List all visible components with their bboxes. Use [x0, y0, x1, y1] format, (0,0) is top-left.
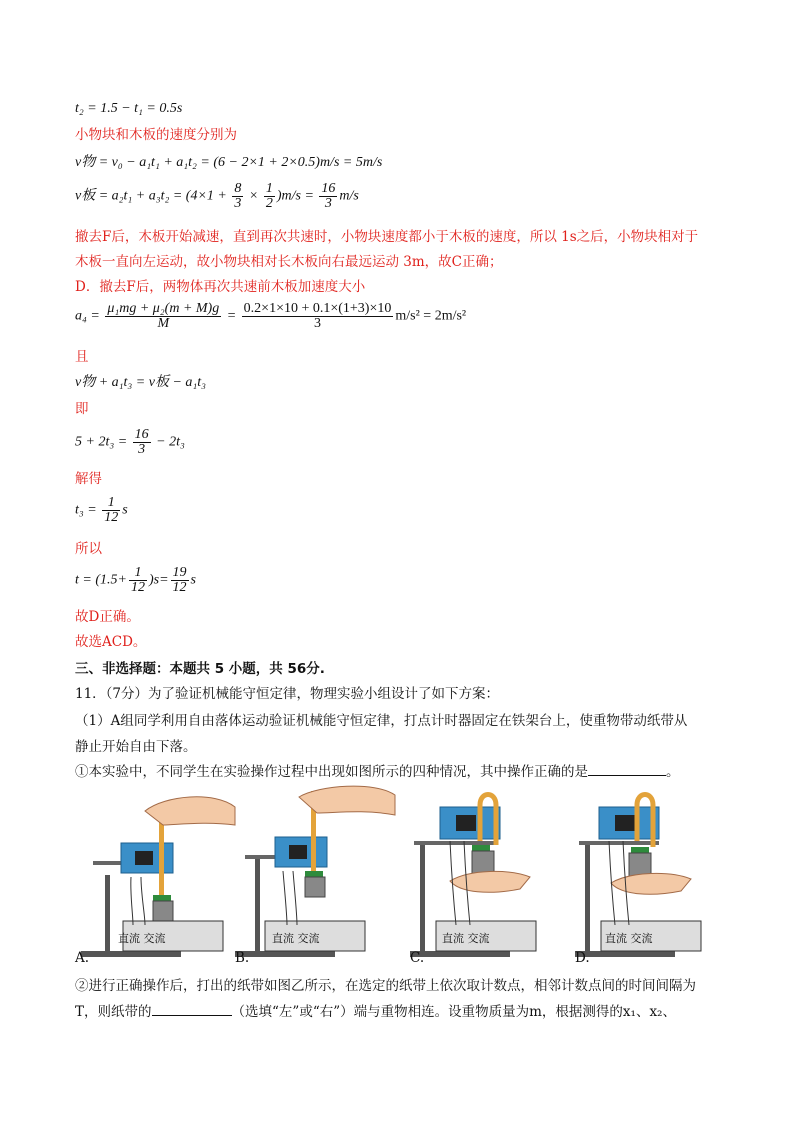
eq-part: × [245, 188, 262, 204]
numerator: 1 [102, 496, 120, 511]
text-analysis-1: 撤去F后，木板开始减速，直到再次共速时，小物块速度都小于木板的速度，所以 1s之后，小物块相对于 [75, 229, 699, 245]
dc-label: 直流 [605, 932, 627, 945]
eq-part: 5 + 2t₃ = [75, 434, 131, 450]
answer-blank[interactable] [588, 763, 666, 776]
eq-v-block: v物 = v₀ − a₁t₁ + a₁t₂ = (6 − 2×1 + 2×0.5)m/s = 5m/s [75, 155, 383, 170]
power-label-d [605, 930, 653, 946]
text-and: 且 [75, 349, 89, 365]
eq-part: = [223, 308, 240, 324]
eq-part: t₃ = [75, 502, 101, 518]
question-text: 。 [666, 764, 680, 780]
denominator: 12 [130, 580, 145, 595]
denominator: 2 [265, 196, 273, 211]
fraction [105, 302, 221, 331]
eq-t-total [75, 566, 196, 595]
eq-t3-result [75, 496, 128, 525]
eq-common-speed: v物 + a₁t₃ = v板 − a₁t₃ [75, 375, 207, 390]
power-label-a [118, 930, 166, 946]
text-therefore: 所以 [75, 541, 102, 557]
text-that-is: 即 [75, 401, 89, 417]
figure-label-b: B. [235, 950, 250, 966]
denominator: 12 [104, 510, 119, 525]
numerator: μ₁mg + μ₂(m + M)g [107, 301, 220, 316]
eq-a4 [75, 302, 466, 331]
numerator: 19 [172, 565, 187, 580]
eq-part: s [122, 502, 128, 518]
figure-label-d: D. [575, 950, 590, 966]
text-solve: 解得 [75, 471, 102, 487]
apparatus-d-image [575, 785, 745, 970]
figure-b [235, 785, 405, 970]
eq-part: s [190, 572, 196, 588]
eq-part: t = (1.5+ [75, 572, 127, 588]
power-label-b [272, 930, 320, 946]
denominator: 3 [138, 442, 146, 457]
ac-label: 交流 [467, 932, 490, 945]
denominator: 3 [324, 196, 332, 211]
fraction [171, 566, 189, 595]
text-answer-acd: 故选ACD。 [75, 634, 147, 650]
text-analysis-2: 木板一直向左运动，故小物块相对长木板向右最远运动 3m，故C正确； [75, 254, 503, 270]
numerator: 1 [129, 566, 147, 581]
denominator: 3 [234, 196, 242, 211]
eq-part: )m/s = [276, 188, 318, 204]
eq-part: )s= [148, 572, 169, 588]
question-text: （选填“左”或“右”）端与重物相连。设重物质量为m，根据测得的x₁、x₂、 [231, 1004, 676, 1020]
text-d-correct: 故D正确。 [75, 609, 140, 625]
eq-part: m/s² = 2m/s² [395, 308, 467, 324]
text-option-d: D．撤去F后，两物体再次共速前木板加速度大小 [75, 279, 366, 295]
figure-c [410, 785, 580, 970]
question-11-part1-b: 静止开始自由下落。 [75, 739, 197, 755]
figure-d [575, 785, 745, 970]
ac-label: 交流 [143, 932, 166, 945]
denominator: M [157, 316, 170, 331]
eq-part: − 2t₃ [152, 434, 185, 450]
question-11-part1-a: （1）A组同学利用自由落体运动验证机械能守恒定律，打点计时器固定在铁架台上，使重物带动纸带从 [75, 713, 688, 729]
question-11-sub2-b [75, 1003, 676, 1021]
apparatus-b-image [235, 785, 405, 970]
fraction [264, 182, 275, 211]
fraction [129, 566, 147, 595]
figure-label-a: A. [75, 950, 90, 966]
dc-label: 直流 [442, 932, 464, 945]
eq-t3-equation [75, 428, 185, 457]
section-heading: 三、非选择题：本题共 5 小题，共 56分. [75, 661, 325, 677]
fraction [133, 428, 151, 457]
fraction [102, 496, 120, 525]
ac-label: 交流 [630, 932, 653, 945]
fraction [319, 182, 337, 211]
apparatus-c-image [410, 785, 580, 970]
numerator: 8 [234, 181, 242, 196]
eq-part: m/s [339, 188, 359, 204]
eq-part: a₄ = [75, 308, 104, 324]
fraction [242, 302, 394, 331]
question-text: T，则纸带的 [75, 1004, 152, 1020]
numerator: 16 [134, 427, 149, 442]
fraction [232, 182, 243, 211]
numerator: 0.2×1×10 + 0.1×(1+3)×10 [243, 301, 392, 316]
numerator: 16 [321, 181, 336, 196]
answer-blank[interactable] [152, 1003, 232, 1016]
figure-label-c: C. [410, 950, 425, 966]
question-11: 11．（7分）为了验证机械能守恒定律，物理实验小组设计了如下方案： [75, 686, 500, 702]
ac-label: 交流 [297, 932, 320, 945]
question-11-sub2-a: ②进行正确操作后，打出的纸带如图乙所示，在选定的纸带上依次取计数点，相邻计数点间的时间间隔为 [75, 978, 696, 994]
eq-v-board [75, 182, 359, 211]
question-11-sub1 [75, 763, 680, 781]
numerator: 1 [265, 181, 273, 196]
denominator: 3 [314, 316, 322, 331]
eq-part: v板 = a₂t₁ + a₃t₂ = (4×1 + [75, 188, 231, 204]
question-text: ①本实验中，不同学生在实验操作过程中出现如图所示的四种情况，其中操作正确的是 [75, 764, 588, 780]
eq-t2: t₂ = 1.5 − t₁ = 0.5s [75, 101, 183, 116]
denominator: 12 [172, 580, 187, 595]
dc-label: 直流 [118, 932, 140, 945]
dc-label: 直流 [272, 932, 294, 945]
power-label-c [442, 930, 490, 946]
text-velocities-heading: 小物块和木板的速度分别为 [75, 127, 237, 143]
